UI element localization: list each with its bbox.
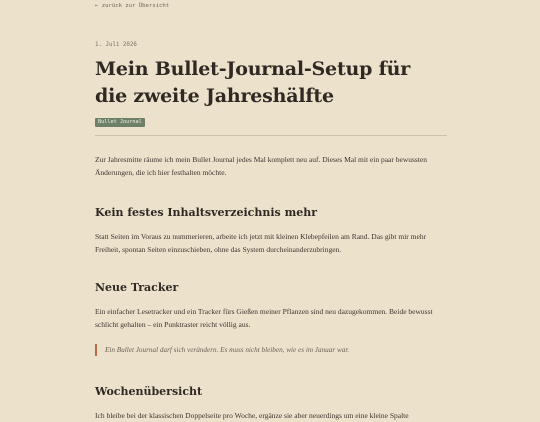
section-heading: Neue Tracker (95, 281, 179, 294)
post-date: 1. Juli 2026 (95, 42, 137, 48)
post-title: Mein Bullet-Journal-Setup für die zweite Jahreshälfte (95, 58, 411, 107)
section-tracker (95, 281, 447, 356)
section-wochenuebersicht (95, 385, 447, 422)
blog-article (95, 42, 447, 422)
section-paragraph: Ein einfacher Lesetracker und ein Tracker fürs Gießen meiner Pflanzen sind neu dazugekommen. Beide bewusst schlicht gehalten – ein Punktraster reicht völlig aus. (95, 307, 433, 329)
pull-quote: Ein Bullet Journal darf sich verändern. Es muss nicht bleiben, wie es im Januar war. (95, 344, 447, 356)
back-to-overview-link[interactable]: ← zurück zur Übersicht (95, 3, 170, 9)
section-inhaltsverzeichnis (95, 206, 447, 256)
intro-paragraph: Zur Jahresmitte räume ich mein Bullet Journal jedes Mal komplett neu auf. Dieses Mal mit ein paar bewussten Änderungen, die ich hier festhalten möchte. (95, 155, 427, 177)
section-heading: Kein festes Inhaltsverzeichnis mehr (95, 206, 318, 219)
section-paragraph: Statt Seiten im Voraus zu nummerieren, arbeite ich jetzt mit kleinen Klebepfeilen am Rand. Das gibt mir mehr Freiheit, spontan Seiten einzuschieben, ohne das System durcheinanderzubringen. (95, 232, 427, 254)
section-heading: Wochenübersicht (95, 385, 203, 398)
section-paragraph: Ich bleibe bei der klassischen Doppelseite pro Woche, ergänze sie aber neuerdings um eine kleine Spalte (95, 411, 409, 420)
title-divider (95, 135, 447, 136)
category-tag[interactable]: Bullet Journal (95, 118, 145, 127)
